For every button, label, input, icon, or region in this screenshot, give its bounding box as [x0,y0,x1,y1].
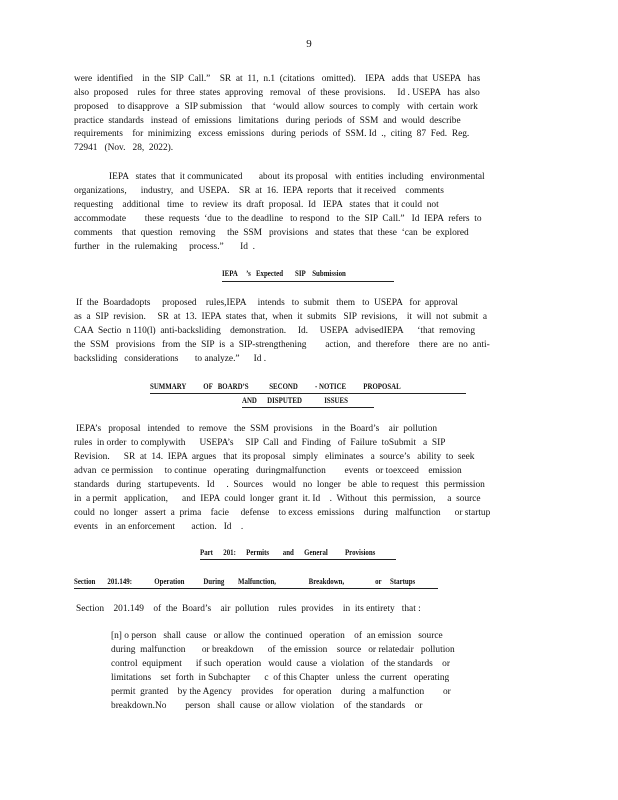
text-line: also proposed rules for three states approving removal of these provisions. Id . USEPA has also [74,88,480,98]
section-heading: Part 201: Permits and General Provisions [200,548,376,557]
text-line: IEPA states that it communicated about its proposal with entities including environmental [109,172,485,182]
heading-underline [150,393,466,394]
text-line: the SSM provisions from the SIP is a SIP-strengthening action, and therefore there are no anti- [74,340,490,350]
text-line: 72941 (Nov. 28, 2022). [74,143,174,153]
text-line: as a SIP revision. SR at 13. IEPA states that, when it submits SIP revisions, it will not submit a [74,312,488,322]
heading-underline [242,407,374,408]
text-line: advan ce permission to continue operating duringmalfunction events or toexceed emission [74,466,462,476]
text-line: could no longer assert a prima facie defense to excess emissions during malfunction or startup [74,508,491,518]
text-line: comments that question removing the SSM provisions and states that these ‘can be explored [74,228,469,238]
section-heading: AND DISPUTED ISSUES [242,396,348,405]
section-heading: IEPA ’s Expected SIP Submission [222,269,346,278]
heading-underline [200,559,396,560]
text-line: requirements for minimizing excess emissions during periods of SSM. Id ., citing 87 Fed. Reg. [74,129,470,139]
text-line: IEPA’s proposal intended to remove the SSM provisions in the Board’s air pollution [76,424,438,434]
text-line: CAA Sectio n 110(l) anti-backsliding demonstration. Id. USEPA advisedIEPA ‘that removing [74,326,476,336]
quote-line: control equipment if such operation would cause a violation of the standards or [111,659,450,669]
text-line: If the Boardadopts proposed rules,IEPA intends to submit them to USEPA for approval [76,298,458,308]
quote-line: limitations set forth in Subchapter c of this Chapter unless the current operating [111,673,450,683]
page-number: 9 [306,38,312,50]
text-line: rules in order to complywith USEPA’s SIP Call and Finding of Failure toSubmit a SIP [74,438,446,448]
text-line: were identified in the SIP Call.” SR at 11, n.1 (citations omitted). IEPA adds that USEPA has [74,74,481,84]
heading-underline [74,588,438,589]
heading-underline [222,281,394,282]
section-heading: SUMMARY OF BOARD’S SECOND - NOTICE PROPOSAL [150,382,401,391]
text-line: events in an enforcement action. Id . [74,522,244,532]
text-line: proposed to disapprove a SIP submission that ‘would allow sources to comply with certain work [74,102,478,112]
text-line: organizations, industry, and USEPA. SR at 16. IEPA reports that it received comments [74,186,444,196]
text-line: practice standards instead of emissions limitations during periods of SSM and would describe [74,116,461,126]
text-line: requesting additional time to review its draft proposal. Id IEPA states that it could not [74,200,439,210]
text-line: accommodate these requests ‘due to the deadline to respond to the SIP Call.” Id IEPA refers to [74,214,482,224]
text-line: Section 201.149 of the Board’s air pollution rules provides in its entirety that : [76,604,421,614]
quote-line: [n] o person shall cause or allow the continued operation of an emission source [111,631,443,641]
text-line: further in the rulemaking process.” Id . [74,242,255,252]
quote-line: breakdown.No person shall cause or allow violation of the standards or [111,701,423,711]
text-line: standards during startupevents. Id . Sources would no longer be able to request this permission [74,480,485,490]
text-line: Revision. SR at 14. IEPA argues that its proposal simply eliminates a source’s ability to seek [74,452,475,462]
quote-line: during malfunction or breakdown of the emission source or relatedair pollution [111,645,455,655]
section-heading: Section 201.149: Operation During Malfunction, Breakdown, or Startups [74,577,416,586]
text-line: in a permit application, and IEPA could longer grant it. Id . Without this permission, a source [74,494,481,504]
quote-line: permit granted by the Agency provides for operation during a malfunction or [111,687,451,697]
text-line: backsliding considerations to analyze.” Id . [74,354,267,364]
